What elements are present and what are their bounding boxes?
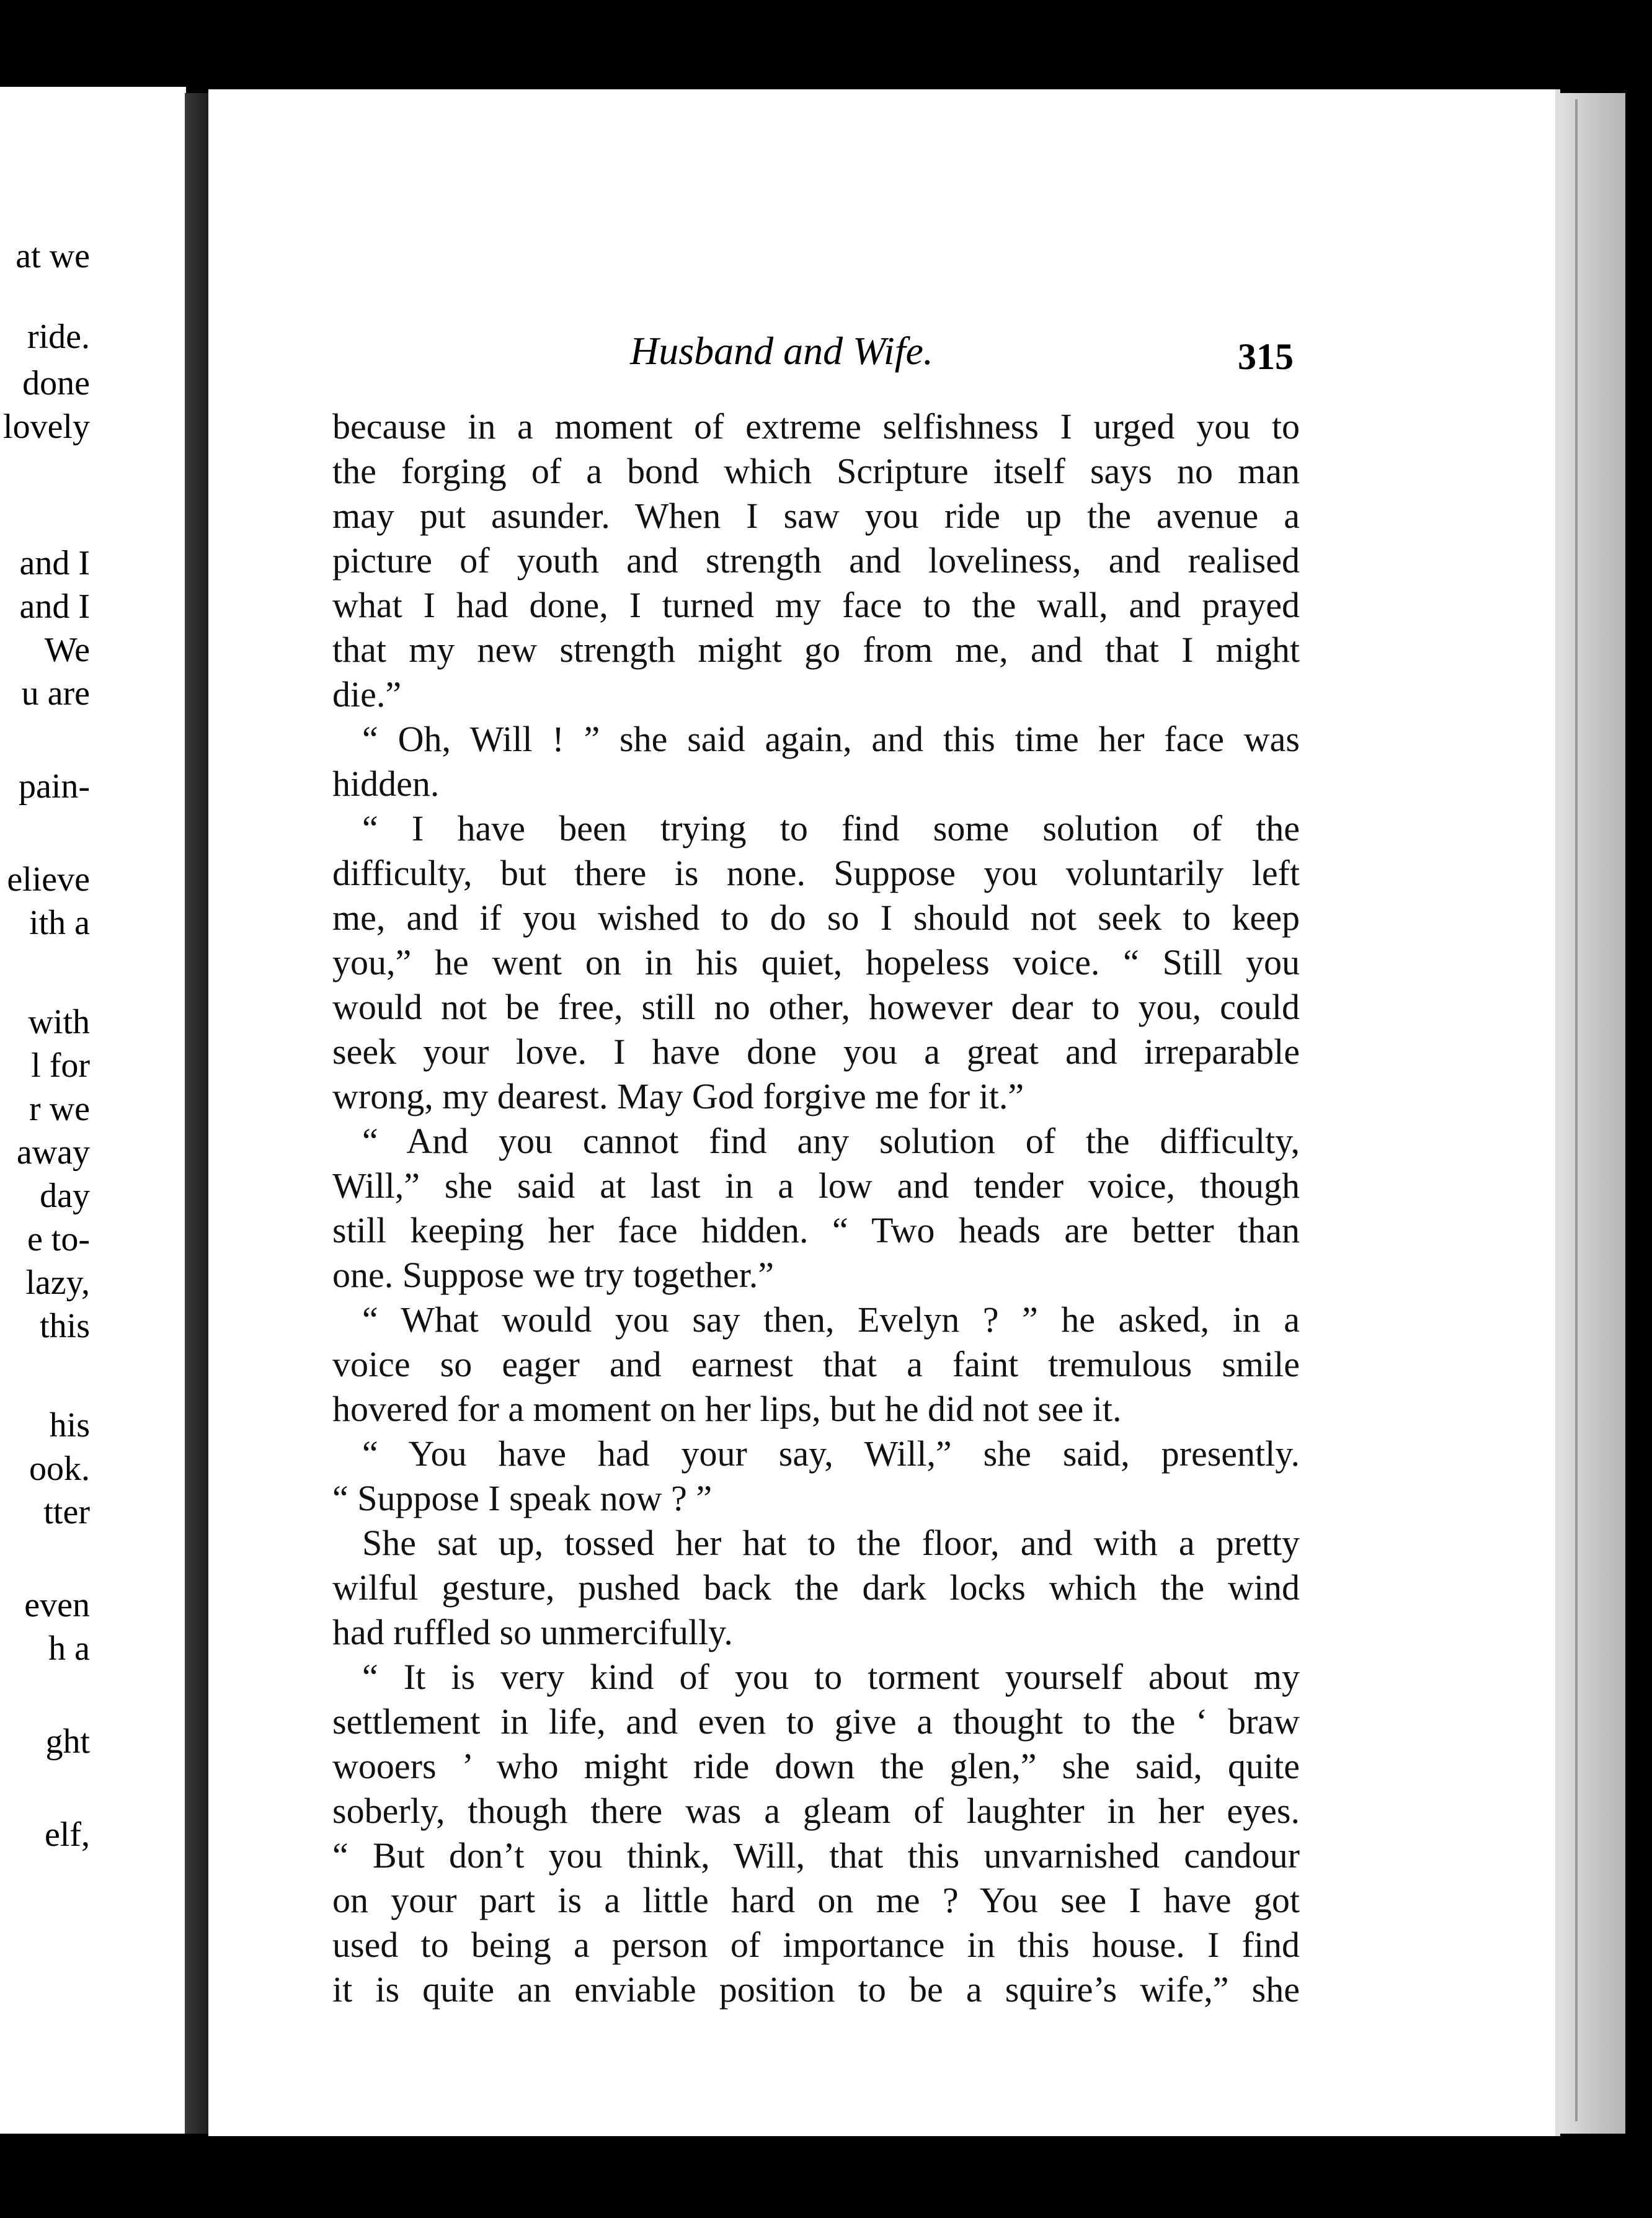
text-line: on your part is a little hard on me ? You see I have got — [332, 1880, 1300, 1920]
text-line: wilful gesture, pushed back the dark locks which the wind — [332, 1567, 1300, 1608]
text-line: may put asunder. When I saw you ride up the avenue a — [332, 496, 1300, 536]
text-line: “ What would you say then, Evelyn ? ” he asked, in a — [362, 1299, 1300, 1340]
left-page-text-fragment: lazy, — [25, 1263, 90, 1302]
left-page-text-fragment: and I — [19, 544, 90, 582]
left-page-text-fragment: and I — [19, 587, 90, 626]
left-page-text-fragment: even — [24, 1586, 90, 1624]
left-page-text-fragment: e to- — [27, 1220, 90, 1258]
left-page-text-fragment: this — [40, 1307, 90, 1345]
page-stack-edge — [1555, 93, 1625, 2134]
page-edge-line — [1575, 99, 1578, 2121]
text-line: settlement in life, and even to give a thought to the ‘ braw — [332, 1701, 1300, 1742]
left-page-text-fragment: u are — [21, 674, 90, 713]
text-line: seek your love. I have done you a great and irreparable — [332, 1031, 1300, 1072]
text-line: that my new strength might go from me, and that I might — [332, 630, 1300, 670]
text-line: “ It is very kind of you to torment yourself about my — [362, 1657, 1300, 1697]
left-page-text-fragment: day — [40, 1177, 90, 1215]
text-line: soberly, though there was a gleam of laughter in her eyes. — [332, 1791, 1300, 1831]
left-page-text-fragment: elieve — [7, 860, 90, 899]
text-line: me, and if you wished to do so I should not seek to keep — [332, 897, 1300, 938]
left-page-text-fragment: ith a — [29, 904, 90, 942]
running-title: Husband and Wife. — [630, 329, 933, 373]
text-line: still keeping her face hidden. “ Two heads are better than — [332, 1210, 1300, 1250]
text-line: because in a moment of extreme selfishness I urged you to — [332, 406, 1300, 447]
text-line: “ And you cannot find any solution of the difficulty, — [362, 1121, 1300, 1161]
left-page-text-fragment: elf, — [44, 1815, 90, 1854]
text-line: one. Suppose we try together.” — [332, 1255, 774, 1295]
text-line: picture of youth and strength and loveliness, and realised — [332, 540, 1300, 581]
text-line: “ I have been trying to find some solution of the — [362, 808, 1300, 848]
text-line: wrong, my dearest. May God forgive me for it.” — [332, 1076, 1024, 1116]
left-page-text-fragment: ride. — [27, 318, 90, 356]
left-page-text-fragment: We — [44, 631, 90, 669]
text-line: “ You have had your say, Will,” she said, presently. — [362, 1433, 1300, 1474]
text-line: Will,” she said at last in a low and tender voice, though — [332, 1165, 1300, 1206]
text-line: hovered for a moment on her lips, but he did not see it. — [332, 1389, 1122, 1429]
body-text — [332, 404, 1300, 2012]
text-line: die.” — [332, 674, 402, 715]
text-line: would not be free, still no other, however dear to you, could — [332, 987, 1300, 1027]
text-line: wooers ’ who might ride down the glen,” she said, quite — [332, 1746, 1300, 1786]
text-line: difficulty, but there is none. Suppose you voluntarily left — [332, 853, 1300, 893]
left-page-text-fragment: h a — [48, 1629, 90, 1668]
text-line: “ Suppose I speak now ? ” — [332, 1478, 713, 1518]
text-line: “ Oh, Will ! ” she said again, and this time her face was — [362, 719, 1300, 759]
left-page-text-fragment: pain- — [18, 767, 90, 806]
left-page-text-fragment: r we — [29, 1090, 90, 1128]
left-page-text-fragment: at we — [16, 237, 90, 275]
right-page — [208, 89, 1560, 2136]
text-line: She sat up, tossed her hat to the floor, and with a pretty — [362, 1523, 1300, 1563]
text-line: the forging of a bond which Scripture itself says no man — [332, 451, 1300, 491]
left-page-fragment — [0, 87, 186, 2134]
text-line: voice so eager and earnest that a faint tremulous smile — [332, 1344, 1300, 1384]
page-header — [208, 328, 1555, 384]
text-line: it is quite an enviable position to be a squire’s wife,” she — [332, 1969, 1300, 2010]
left-page-text-fragment: ook. — [29, 1450, 90, 1488]
text-line: hidden. — [332, 764, 440, 804]
text-line: you,” he went on in his quiet, hopeless voice. “ Still you — [332, 942, 1300, 982]
left-page-text-fragment: ght — [45, 1722, 90, 1761]
text-line: used to being a person of importance in this house. I find — [332, 1925, 1300, 1965]
left-page-text-fragment: his — [49, 1406, 90, 1445]
text-line: “ But don’t you think, Will, that this unvarnished candour — [332, 1835, 1300, 1876]
left-page-text-fragment: l for — [31, 1046, 90, 1085]
page-number: 315 — [1238, 336, 1294, 377]
left-page-text-fragment: with — [28, 1003, 90, 1041]
left-page-text-fragment: done — [22, 364, 90, 403]
text-line: had ruffled so unmercifully. — [332, 1612, 733, 1652]
left-page-text-fragment: tter — [43, 1493, 90, 1531]
left-page-text-fragment: away — [16, 1133, 90, 1172]
left-page-text-fragment: lovely — [3, 408, 90, 446]
text-line: what I had done, I turned my face to the wall, and prayed — [332, 585, 1300, 625]
